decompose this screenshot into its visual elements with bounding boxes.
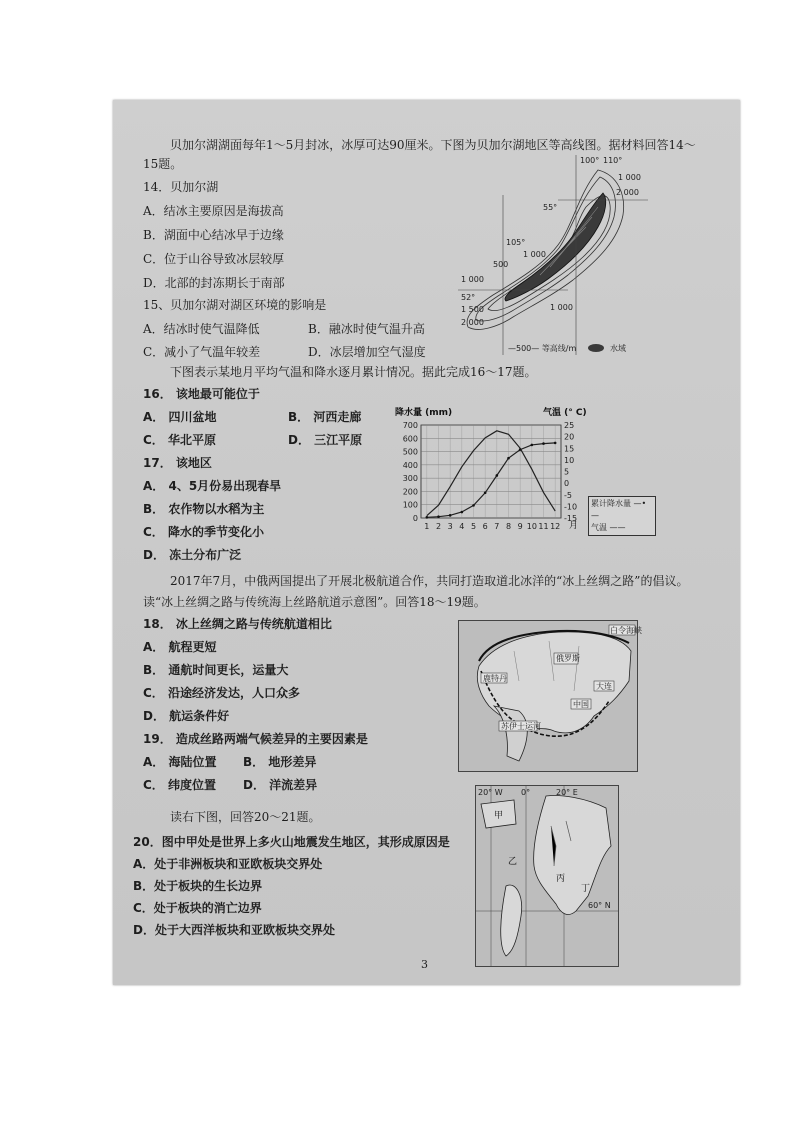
q16-stem: 16． 该地最可能位于	[143, 387, 260, 401]
legend-water: 水域	[610, 344, 626, 353]
legend-temp: 气温 ——	[591, 523, 626, 532]
q18-option-a: A． 航程更短	[143, 640, 217, 654]
right-tick-5: 5	[564, 467, 570, 477]
label-contour-1000a: 1 000	[618, 173, 641, 182]
x-tick-5: 5	[470, 522, 477, 531]
chart-legend	[588, 496, 656, 536]
q17-option-a: A． 4、5月份易出现春旱	[143, 479, 282, 493]
q15-option-d: D．冰层增加空气湿度	[308, 345, 426, 359]
q16-option-c: C． 华北平原	[143, 433, 216, 447]
q19-stem: 19． 造成丝路两端气候差异的主要因素是	[143, 732, 368, 746]
q16-option-a: A． 四川盆地	[143, 410, 217, 424]
q19-option-a: A． 海陆位置	[143, 755, 217, 769]
precip-point-2	[437, 515, 440, 518]
x-tick-3: 3	[447, 522, 453, 531]
label-110: 110°	[603, 156, 623, 165]
label-jia: 甲	[494, 811, 504, 821]
legend-contour: —500— 等高线/m	[508, 344, 577, 353]
label-yi: 乙	[508, 857, 518, 867]
scandinavia	[534, 796, 611, 915]
label-0: 0°	[521, 788, 531, 797]
q17-option-c: C． 降水的季节变化小	[143, 525, 264, 539]
label-60n: 60° N	[588, 901, 611, 910]
precip-point-12	[554, 442, 557, 445]
series-temperature-line	[427, 431, 555, 516]
label-rotterdam: 鹿特丹	[483, 674, 507, 683]
left-tick-0: 0	[412, 514, 418, 523]
precip-point-6	[484, 491, 487, 494]
left-tick-400: 400	[402, 460, 418, 470]
label-russia: 俄罗斯	[556, 654, 580, 663]
x-tick-6: 6	[482, 522, 488, 531]
x-tick-8: 8	[505, 522, 512, 531]
precip-point-8	[507, 457, 510, 460]
left-tick-300: 300	[402, 474, 418, 484]
label-ding: 丁	[581, 884, 591, 894]
label-20e: 20° E	[556, 788, 578, 797]
q15-option-a: A．结冰时使气温降低	[143, 322, 260, 336]
precip-point-3	[449, 514, 452, 517]
x-tick-10: 10	[526, 522, 537, 531]
q15-option-b: B．融冰时使气温升高	[308, 322, 425, 336]
right-tick-25: 25	[564, 421, 575, 430]
baikal-contour-map	[458, 155, 648, 360]
left-tick-500: 500	[402, 447, 418, 457]
right-tick--5: -5	[564, 490, 572, 500]
plot-frame	[421, 425, 561, 518]
label-contour-500: 500	[493, 260, 509, 269]
label-contour-2000b: 2 000	[461, 318, 484, 327]
precip-point-10	[531, 444, 534, 447]
legend-water-swatch	[588, 344, 604, 352]
q15-stem: 15、贝加尔湖对湖区环境的影响是	[143, 298, 327, 312]
precip-point-1	[426, 516, 429, 519]
label-contour-2000a: 2 000	[616, 188, 639, 197]
label-contour-1000b: 1 000	[523, 250, 546, 259]
q19-option-c: C． 纬度位置	[143, 778, 216, 792]
label-contour-1000d: 1 000	[550, 303, 573, 312]
label-20w: 20° W	[478, 788, 503, 797]
q19-option-d: D． 洋流差异	[243, 778, 318, 792]
chart-left-ticks	[403, 421, 418, 523]
page-number: 3	[421, 958, 428, 971]
right-tick-15: 15	[564, 444, 575, 454]
q15-option-c: C．减小了气温年较差	[143, 345, 261, 359]
precip-point-5	[472, 504, 475, 507]
right-tick-20: 20	[564, 432, 575, 442]
nordic-map	[475, 785, 619, 967]
q14-option-c: C．位于山谷导致冰层较厚	[143, 252, 285, 266]
label-dalian: 大连	[596, 682, 612, 691]
left-tick-600: 600	[402, 434, 418, 444]
q18-option-d: D． 航运条件好	[143, 709, 230, 723]
british-isles	[501, 885, 522, 956]
q16-option-d: D． 三江平原	[288, 433, 363, 447]
intro-silk-line2: 读“冰上丝绸之路与传统海上丝路航道示意图”。回答18～19题。	[143, 595, 486, 609]
label-contour-1000c: 1 000	[461, 275, 484, 284]
q14-stem: 14．贝加尔湖	[143, 180, 219, 194]
intro-climate: 下图表示某地月平均气温和降水逐月累计情况。据此完成16～17题。	[170, 365, 537, 379]
chart-ylabel-left: 降水量 (mm)	[395, 408, 453, 418]
intro-nordic: 读右下图，回答20～21题。	[170, 810, 321, 824]
x-tick-7: 7	[494, 522, 500, 531]
contour-mid	[476, 177, 616, 321]
legend-precip: 累计降水量 —•—	[591, 499, 647, 520]
intro-baikal-line1: 贝加尔湖湖面每年1～5月封冰，冰厚可达90厘米。下图为贝加尔湖地区等高线图。据材料回答14～	[170, 138, 696, 152]
precip-point-9	[519, 448, 522, 451]
right-tick-0: 0	[564, 479, 570, 489]
right-tick--10: -10	[564, 502, 578, 512]
legend-temp-label: 气温	[591, 523, 607, 532]
q20-option-d: D．处于大西洋板块和亚欧板块交界处	[133, 923, 335, 937]
ice-silk-road-map	[458, 620, 642, 772]
q17-option-d: D． 冻土分布广泛	[143, 548, 242, 562]
q18-option-b: B． 通航时间更长，运量大	[143, 663, 289, 677]
left-tick-100: 100	[402, 500, 418, 510]
chart-xlabel: 月	[569, 521, 579, 531]
chart-right-ticks	[564, 421, 577, 523]
q14-option-d: D．北部的封冻期长于南部	[143, 276, 285, 290]
label-china: 中国	[573, 700, 589, 709]
precip-point-11	[542, 442, 545, 445]
chart-x-ticks	[424, 522, 560, 531]
q19-option-b: B． 地形差异	[243, 755, 317, 769]
x-tick-12: 12	[550, 522, 561, 531]
chart-ylabel-right: 气温 (° C)	[543, 408, 587, 418]
right-tick-10: 10	[564, 455, 575, 465]
x-tick-1: 1	[424, 522, 430, 531]
label-suez: 苏伊士运河	[501, 722, 541, 731]
left-tick-700: 700	[402, 421, 418, 430]
x-tick-2: 2	[435, 522, 442, 531]
precip-point-7	[496, 474, 499, 477]
q17-stem: 17． 该地区	[143, 456, 212, 470]
q17-option-b: B． 农作物以水稻为主	[143, 502, 265, 516]
precip-point-4	[461, 511, 464, 514]
x-tick-9: 9	[517, 522, 523, 531]
q20-option-a: A．处于非洲板块和亚欧板块交界处	[133, 857, 323, 871]
label-contour-1500: 1 500	[461, 305, 484, 314]
legend-precip-label: 累计降水量	[591, 499, 631, 508]
label-100: 100°	[580, 156, 600, 165]
right-tick--15: -15	[564, 514, 578, 523]
intro-baikal-line2: 15题。	[143, 157, 183, 171]
q14-option-b: B．湖面中心结冰早于边缘	[143, 228, 284, 242]
q14-option-a: A．结冰主要原因是海拔高	[143, 204, 284, 218]
q20-option-c: C．处于板块的消亡边界	[133, 901, 262, 915]
q18-option-c: C． 沿途经济发达，人口众多	[143, 686, 300, 700]
q18-stem: 18． 冰上丝绸之路与传统航道相比	[143, 617, 332, 631]
label-105: 105°	[506, 238, 526, 247]
label-lat55: 55°	[543, 203, 558, 212]
chart-grid	[421, 425, 561, 518]
label-bing: 丙	[556, 874, 566, 884]
exam-page	[113, 100, 740, 985]
q20-option-b: B．处于板块的生长边界	[133, 879, 263, 893]
q16-option-b: B． 河西走廊	[288, 410, 362, 424]
x-tick-4: 4	[459, 522, 465, 531]
left-tick-200: 200	[402, 487, 418, 497]
q20-stem: 20．图中甲处是世界上多火山地震发生地区，其形成原因是	[133, 835, 450, 849]
series-cumulative-precipitation-line	[427, 443, 555, 517]
label-lat52: 52°	[461, 293, 476, 302]
label-bering: 白令海峡	[610, 626, 642, 635]
x-tick-11: 11	[538, 522, 549, 531]
intro-silk-line1: 2017年7月，中俄两国提出了开展北极航道合作，共同打造取道北冰洋的“冰上丝绸之路”的倡议。	[170, 574, 689, 588]
